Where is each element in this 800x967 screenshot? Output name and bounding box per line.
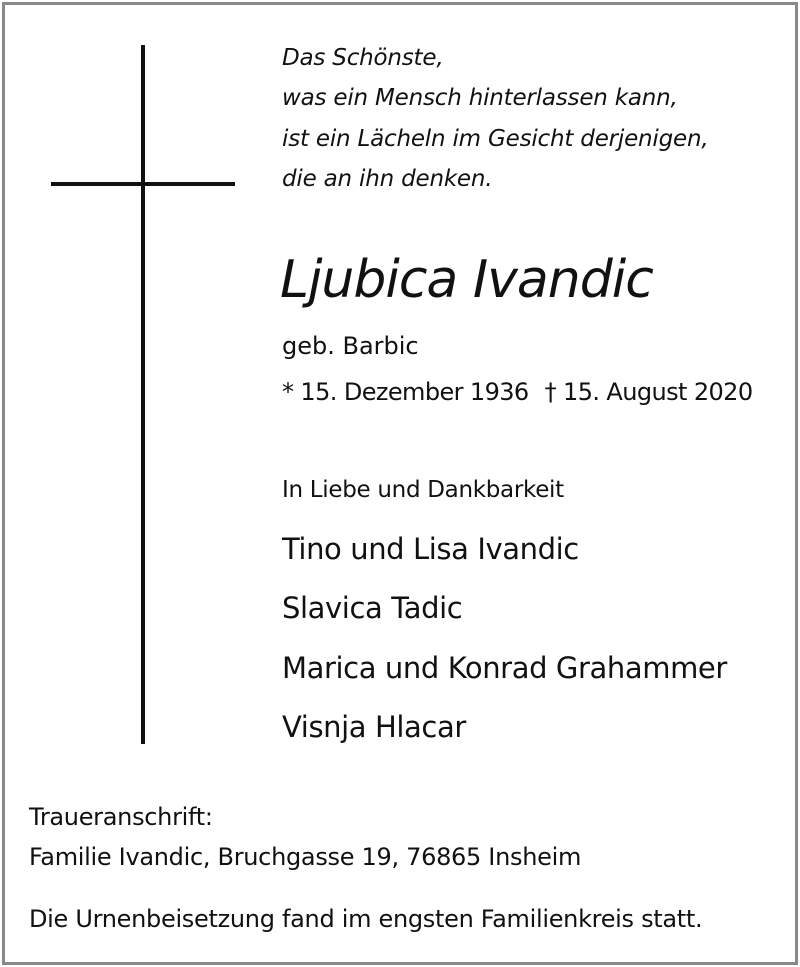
poem-line-1: Das Schönste, <box>282 45 444 71</box>
address-label: Traueranschrift: <box>29 803 213 831</box>
cross-icon-horizontal-bar <box>51 182 235 186</box>
address-value: Familie Ivandic, Bruchgasse 19, 76865 Insheim <box>29 843 582 871</box>
burial-note: Die Urnenbeisetzung fand im engsten Familienkreis statt. <box>29 905 703 933</box>
poem-line-2: was ein Mensch hinterlassen kann, <box>282 85 678 111</box>
dedication: In Liebe und Dankbarkeit <box>282 477 564 503</box>
deceased-name: Ljubica Ivandic <box>280 250 653 310</box>
death-date: † 15. August 2020 <box>544 378 753 406</box>
born-name: geb. Barbic <box>282 332 419 360</box>
mourner-4: Visnja Hlacar <box>282 710 466 744</box>
cross-icon-vertical-bar <box>141 45 145 744</box>
birth-date: * 15. Dezember 1936 <box>282 378 529 406</box>
mourner-1: Tino und Lisa Ivandic <box>282 532 579 566</box>
mourner-2: Slavica Tadic <box>282 591 463 625</box>
poem-line-3: ist ein Lächeln im Gesicht derjenigen, <box>282 126 709 152</box>
poem-line-4: die an ihn denken. <box>282 166 493 192</box>
life-dates <box>282 380 753 404</box>
mourner-3: Marica und Konrad Grahammer <box>282 651 727 685</box>
